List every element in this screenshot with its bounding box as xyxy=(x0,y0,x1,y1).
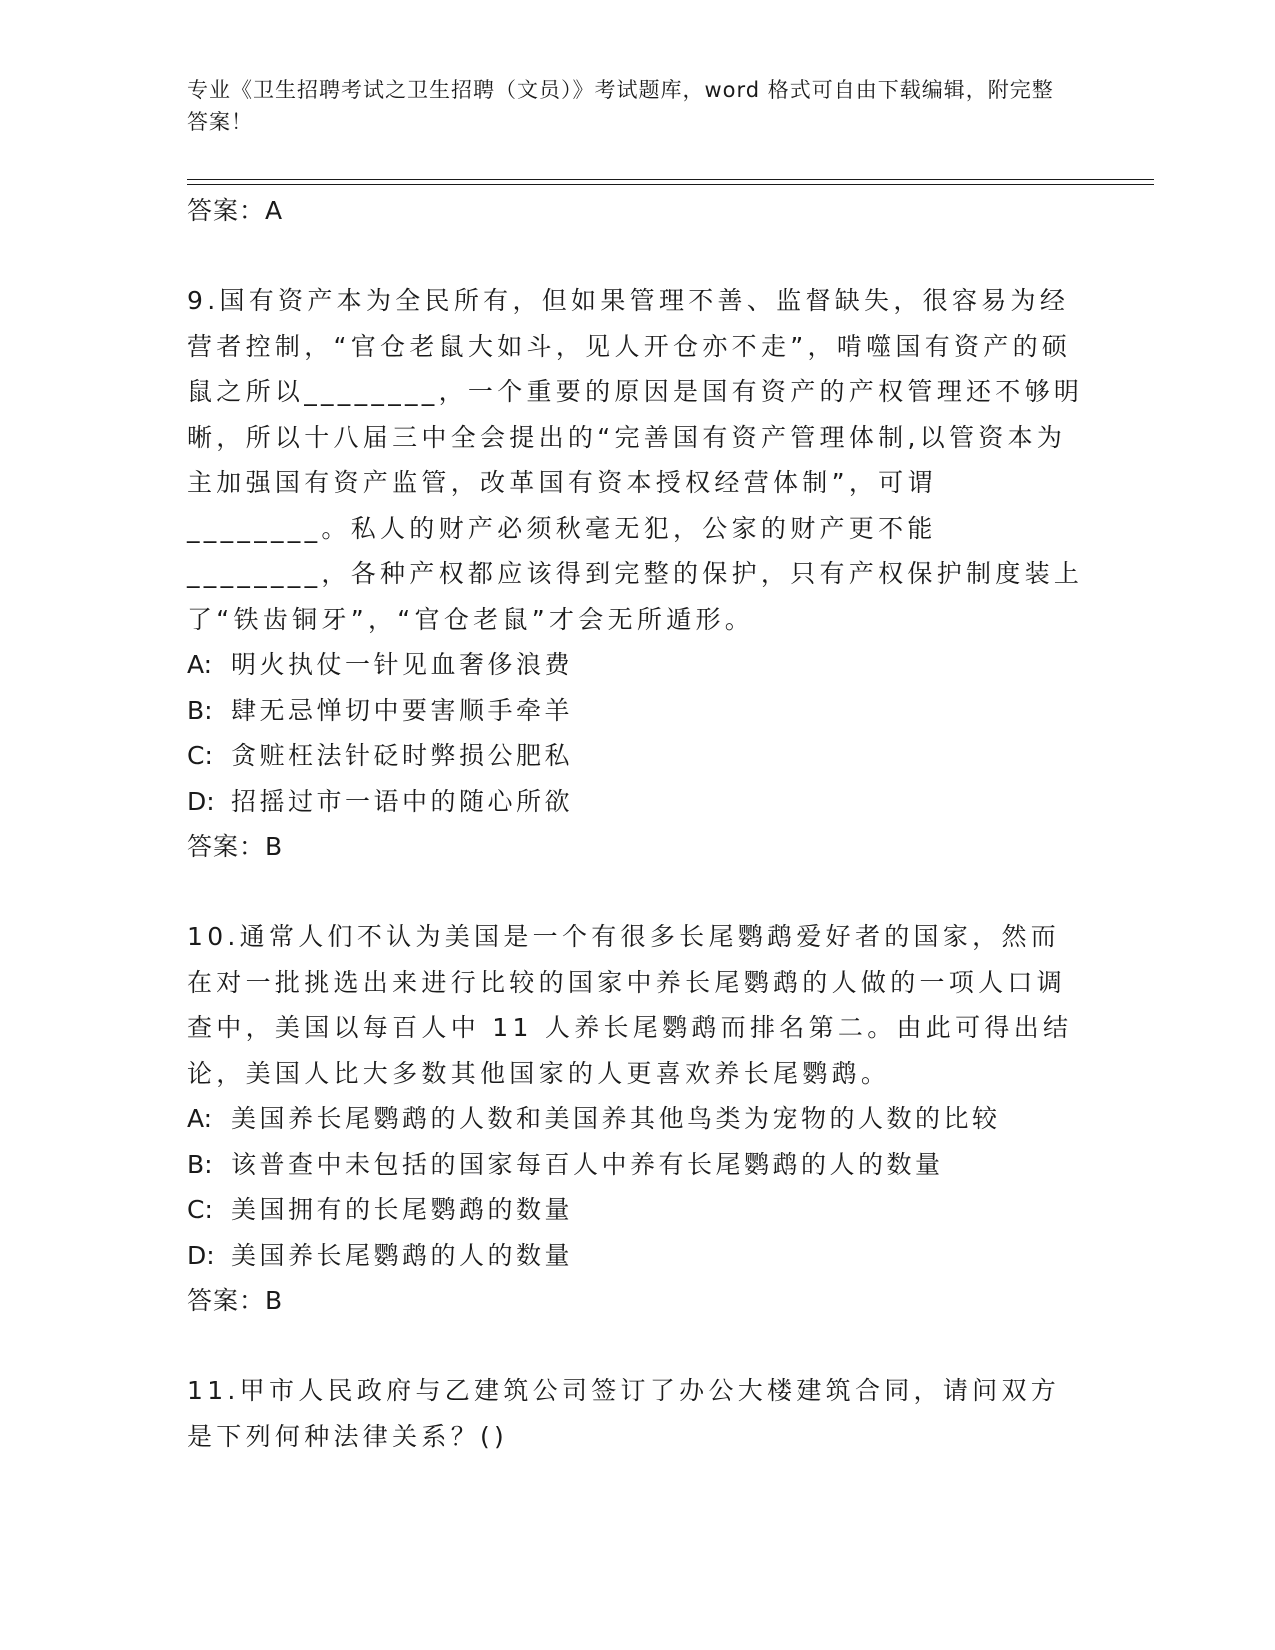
option-key: D: xyxy=(187,786,215,816)
option-text: 明火执仗一针见血奢侈浪费 xyxy=(231,650,574,679)
option-key: C: xyxy=(187,1195,213,1224)
option-key: B: xyxy=(187,1149,213,1179)
question-item xyxy=(187,914,1087,1324)
option-key: A: xyxy=(187,1104,213,1133)
question-item xyxy=(187,278,1087,870)
answer-label: 答案：B xyxy=(187,1286,284,1315)
answer-option xyxy=(187,1096,1087,1142)
option-text: 该普查中未包括的国家每百人中养有长尾鹦鹉的人的数量 xyxy=(231,1149,944,1179)
option-text: 招摇过市一语中的随心所欲 xyxy=(231,786,574,816)
question-text: 9.国有资产本为全民所有，但如果管理不善、监督缺失，很容易为经营者控制，“官仓老鼠大如斗，见人开仓亦不走”，啃噬国有资产的硕鼠之所以________，一个重要的原因是国有资产的产权管理还不够明晰，所以十八届三中全会提出的“完善国有资产管理体制,以管资本为主加强国有资产监管，改革国有资本授权经营体制”，可谓________。私人的财产必须秋毫无犯，公家的财产更不能________，各种产权都应该得到完整的保护，只有产权保护制度装上了“铁齿铜牙”，“官仓老鼠”才会无所遁形。 xyxy=(187,286,1084,634)
question-list xyxy=(187,188,1087,1459)
option-key: A: xyxy=(187,650,213,679)
document-header: 专业《卫生招聘考试之卫生招聘（文员）》考试题库，word 格式可自由下载编辑，附完整答案！ xyxy=(187,78,1054,134)
answer-label: 答案：A xyxy=(187,196,284,225)
option-text: 贪赃枉法针砭时弊损公肥私 xyxy=(231,741,574,770)
option-key: C: xyxy=(187,741,213,770)
answer-option xyxy=(187,1142,1087,1188)
option-text: 美国养长尾鹦鹉的人数和美国养其他鸟类为宠物的人数的比较 xyxy=(231,1104,1001,1133)
option-text: 美国拥有的长尾鹦鹉的数量 xyxy=(231,1195,574,1224)
option-text: 美国养长尾鹦鹉的人的数量 xyxy=(231,1240,574,1270)
answer-option xyxy=(187,642,1087,688)
header-divider-line-lower xyxy=(187,184,1154,185)
header-divider-line xyxy=(187,179,1154,180)
answer-option xyxy=(187,1187,1087,1233)
question-text: 10.通常人们不认为美国是一个有很多长尾鹦鹉爱好者的国家，然而在对一批挑选出来进行比较的国家中养长尾鹦鹉的人做的一项人口调查中，美国以每百人中 11 人养长尾鹦鹉而排名第二。由此可得出结论，美国人比大多数其他国家的人更喜欢养长尾鹦鹉。 xyxy=(187,922,1073,1088)
answer-label: 答案：B xyxy=(187,832,284,861)
question-item xyxy=(187,1368,1087,1459)
answer-option xyxy=(187,779,1087,825)
option-key: B: xyxy=(187,695,213,725)
answer-option xyxy=(187,1233,1087,1279)
answer-option xyxy=(187,733,1087,779)
option-key: D: xyxy=(187,1240,215,1270)
answer-option xyxy=(187,688,1087,734)
question-text: 11.甲市人民政府与乙建筑公司签订了办公大楼建筑合同，请问双方是下列何种法律关系？() xyxy=(187,1376,1061,1451)
option-text: 肆无忌惮切中要害顺手牵羊 xyxy=(231,695,574,725)
